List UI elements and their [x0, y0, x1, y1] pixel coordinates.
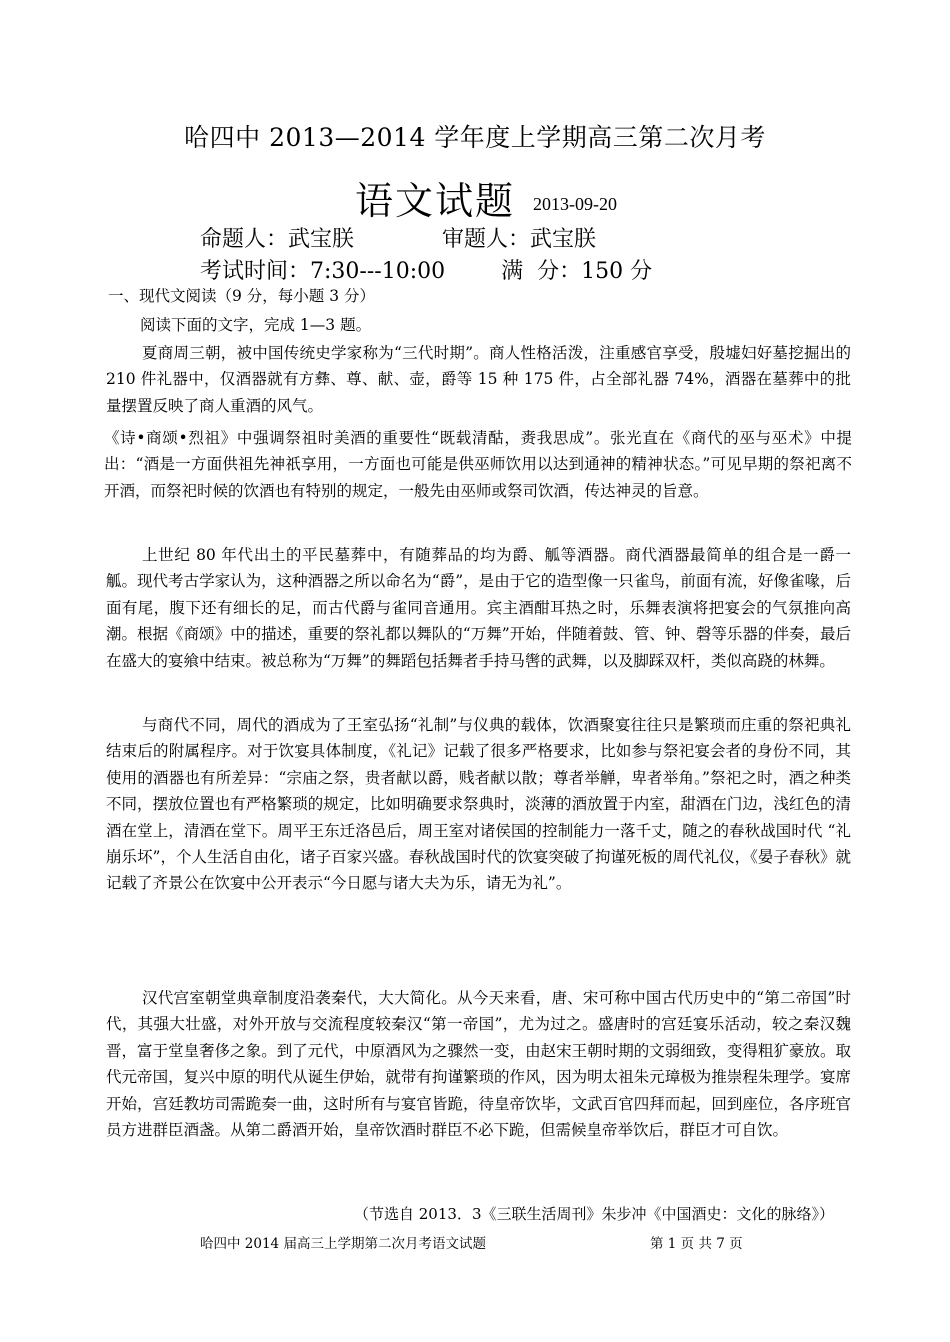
paragraph-5: 汉代宫室朝堂典章制度沿袭秦代，大大简化。从今天来看，唐、宋可称中国古代历史中的“第二帝国”时代，其强大壮盛，对外开放与交流程度较秦汉“第一帝国”，尤为过之。盛唐时的宫廷宴乐活动，较之秦汉魏晋，富于堂皇奢侈之象。到了元代，中原酒风为之骤然一变，由赵宋王朝时期的文弱细致，变得粗犷豪放。取代元帝国，复兴中原的明代从诞生伊始，就带有拘谨繁琐的作风，因为明太祖朱元璋极为推崇程朱理学。宴席开始，宫廷教坊司需跪奏一曲，这时所有与宴官皆跪，待皇帝饮毕，文武百官四拜而起，回到座位，各序班官员方进群臣酒盏。从第二爵酒开始，皇帝饮酒时群臣不必下跪，但需候皇帝举饮后，群臣才可自饮。	[106, 989, 851, 1140]
reading-instruction: 阅读下面的文字，完成 1—3 题。	[140, 316, 372, 334]
footer-title: 哈四中 2014 届高三上学期第二次月考语文试题	[200, 1236, 486, 1252]
exam-date: 2013-09-20	[533, 194, 618, 214]
reviewer: 审题人：武宝朕	[442, 227, 597, 252]
subject-line	[355, 170, 617, 225]
paragraph-2: 《诗•商颂•烈祖》中强调祭祖时美酒的重要性“既载清酤，赉我思成”。张光直在《商代的巫与巫术》中提出：“酒是一方面供祖先神祇享用，一方面也可能是供巫师饮用以达到通神的精神状态。”可见早期的祭祀离不开酒，而祭祀时候的饮酒也有特别的规定，一般先由巫师或祭司饮酒，传达神灵的旨意。	[104, 429, 852, 500]
source-note: （节选自 2013．3《三联生活周刊》朱步冲《中国酒史：文化的脉络》）	[354, 1205, 834, 1223]
page-number: 第 1 页 共 7 页	[650, 1236, 743, 1252]
full-score: 满 分：150 分	[501, 259, 653, 284]
subject-title: 语文试题	[355, 179, 516, 223]
paragraph-3: 上世纪 80 年代出土的平民墓葬中，有随葬品的均为爵、觚等酒器。商代酒器最简单的组合是一爵一觚。现代考古学家认为，这种酒器之所以命名为“爵”，是由于它的造型像一只雀鸟，前面有流，好像雀喙，后面有尾，腹下还有细长的足，而古代爵与雀同音通用。宾主酒酣耳热之时，乐舞表演将把宴会的气氛推向高潮。根据《商颂》中的描述，重要的祭礼都以舞队的“万舞”开始，伴随着鼓、管、钟、磬等乐器的伴奏，最后在盛大的宴飨中结束。被总称为“万舞”的舞蹈包括舞者手持马辔的武舞，以及脚踩双杆，类似高跷的林舞。	[106, 546, 851, 670]
section-heading: 一、现代文阅读（9 分，每小题 3 分）	[108, 287, 376, 305]
setter: 命题人：武宝朕	[200, 227, 355, 252]
time-line	[200, 254, 652, 285]
exam-title: 哈四中 2013—2014 学年度上学期高三第二次月考	[184, 123, 766, 152]
author-line	[200, 222, 596, 253]
paragraph-1: 夏商周三朝，被中国传统史学家称为“三代时期”。商人性格活泼，注重感官享受，殷墟妇好墓挖掘出的 210 件礼器中，仅酒器就有方彝、尊、献、壶，爵等 15 种 175 件，占全部礼器 74%，酒器在墓葬中的批量摆置反映了商人重酒的风气。	[106, 344, 851, 415]
paragraph-4: 与商代不同，周代的酒成为了王室弘扬“礼制”与仪典的载体，饮酒聚宴往往只是繁琐而庄重的祭祀典礼结束后的附属程序。对于饮宴具体制度，《礼记》记载了很多严格要求，比如参与祭祀宴会者的身份不同，其使用的酒器也有所差异：“宗庙之祭，贵者献以爵，贱者献以散；尊者举觯，卑者举角。”祭祀之时，酒之种类不同，摆放位置也有严格繁琐的规定，比如明确要求祭典时，淡薄的酒放置于内室，甜酒在门边，浅红色的清酒在堂上，清酒在堂下。周平王东迁洛邑后，周王室对诸侯国的控制能力一落千丈，随之的春秋战国时代 “礼崩乐坏”，个人生活自由化，诸子百家兴盛。春秋战国时代的饮宴突破了拘谨死板的周代礼仪，《晏子春秋》就记载了齐景公在饮宴中公开表示“今日愿与诸大夫为乐，请无为礼”。	[106, 716, 851, 893]
exam-time: 考试时间：7:30---10:00	[200, 259, 446, 284]
